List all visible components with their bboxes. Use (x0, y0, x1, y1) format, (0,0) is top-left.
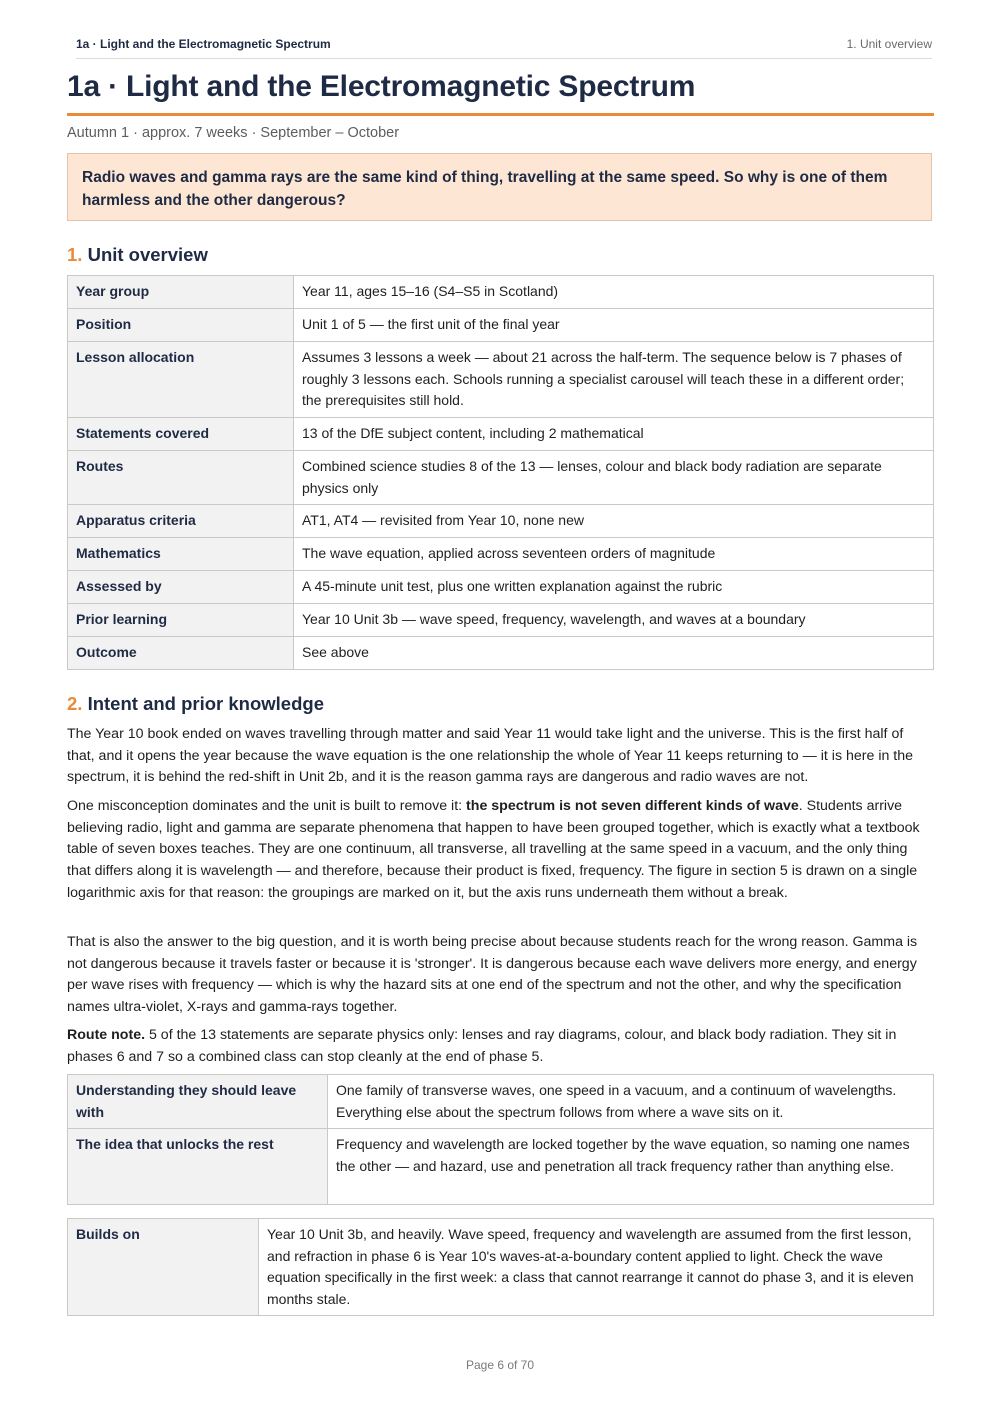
row-key: Builds on (68, 1219, 259, 1316)
row-key: Understanding they should leave with (68, 1075, 328, 1129)
table-row (68, 1075, 934, 1129)
row-value: 13 of the DfE subject content, including 2 mathematical (294, 418, 934, 451)
row-value: Assumes 3 lessons a week — about 21 across the half-term. The sequence below is 7 phases of roughly 3 lessons each. Schools running a specialist carousel will teach these in a different order; the prerequisites still hold. (294, 342, 934, 418)
row-key: Apparatus criteria (68, 505, 294, 538)
section-heading-intent (67, 693, 324, 715)
row-value: Combined science studies 8 of the 13 — lenses, colour and black body radiation are separate physics only (294, 451, 934, 505)
row-value: Year 11, ages 15–16 (S4–S5 in Scotland) (294, 276, 934, 309)
row-value: Frequency and wavelength are locked together by the wave equation, so naming one names the other — and hazard, use and penetration all track frequency rather than anything else. (328, 1129, 934, 1205)
unit-overview-table (67, 275, 934, 670)
row-key: Outcome (68, 637, 294, 670)
table-row (68, 342, 934, 418)
table-row (68, 1129, 934, 1205)
running-header (76, 37, 932, 59)
key-ideas-table (67, 1074, 934, 1205)
row-value: A 45-minute unit test, plus one written explanation against the rubric (294, 571, 934, 604)
intent-paragraph-1: The Year 10 book ended on waves travelling through matter and said Year 11 would take light and the universe. This is the first half of that, and it opens the year because the wave equation is the one relationship the whole of Year 11 keeps returning to — it is here in the spectrum, it is behind the red-shift in Unit 2b, and it is the reason gamma rays are dangerous and radio waves are not. (67, 726, 914, 786)
page-number: Page 6 of 70 (465, 1358, 535, 1372)
row-key: Assessed by (68, 571, 294, 604)
row-key: Lesson allocation (68, 342, 294, 418)
row-value: One family of transverse waves, one speed in a vacuum, and a continuum of wavelengths. Everything else about the spectrum follows from where a wave sits on it. (328, 1075, 934, 1129)
table-row (68, 418, 934, 451)
running-header-section: 1. Unit overview (846, 37, 932, 51)
p2-emphasis: the spectrum is not seven different kinds of wave (466, 798, 799, 814)
row-key: Position (68, 309, 294, 342)
row-key: Prior learning (68, 604, 294, 637)
row-value: Year 10 Unit 3b, and heavily. Wave speed, frequency and wavelength are assumed from the first lesson, and refraction in phase 6 is Year 10's waves-at-a-boundary content applied to light. Check the wave equation specifically in the first week: a class that cannot rearrange it cannot do phase 3, and it is eleven months stale. (259, 1219, 934, 1316)
section-title: Intent and prior knowledge (87, 693, 324, 714)
row-key: Year group (68, 276, 294, 309)
table-row (68, 604, 934, 637)
route-note-text: 5 of the 13 statements are separate physics only: lenses and ray diagrams, colour, and black body radiation. They sit in phases 6 and 7 so a combined class can stop cleanly at the end of phase 5. (67, 1027, 897, 1065)
row-value: See above (294, 637, 934, 670)
builds-on-table (67, 1218, 934, 1316)
table-row (68, 505, 934, 538)
route-note-label: Route note. (67, 1027, 146, 1043)
section-number: 1. (67, 244, 83, 265)
table-row (68, 538, 934, 571)
intent-paragraph-3: That is also the answer to the big question, and it is worth being precise about because students reach for the wrong reason. Gamma is not dangerous because it travels faster or because it is 'stronger'. It is dangerous because each wave delivers more energy, and energy per wave rises with frequency — which is why the hazard sits at one end of the spectrum and not the other, and why the specification names ultra-violet, X-rays and gamma-rays together. (67, 934, 918, 1016)
table-row (68, 451, 934, 505)
row-value: The wave equation, applied across seventeen orders of magnitude (294, 538, 934, 571)
table-row (68, 309, 934, 342)
row-key: Statements covered (68, 418, 294, 451)
section-heading-unit-overview (67, 244, 208, 266)
table-row (68, 276, 934, 309)
running-header-title: 1a · Light and the Electromagnetic Spectrum (76, 37, 331, 51)
row-key: Routes (68, 451, 294, 505)
table-row (68, 571, 934, 604)
table-row (68, 1219, 934, 1316)
section-number: 2. (67, 693, 83, 714)
section-title: Unit overview (87, 244, 208, 265)
row-key: Mathematics (68, 538, 294, 571)
row-value: AT1, AT4 — revisited from Year 10, none new (294, 505, 934, 538)
row-key: The idea that unlocks the rest (68, 1129, 328, 1205)
table-row (68, 637, 934, 670)
p2-end: . Students arrive believing radio, light and gamma are separate phenomena that happen to have been grouped together, which is exactly what a textbook table of seven boxes teaches. They are one continuum, all transverse, all travelling at the same speed in a vacuum, and the only thing that differs along it is wavelength — and therefore, because their product is fixed, frequency. The figure in section 5 is drawn on a single logarithmic axis for that reason: the groupings are marked on it, but the axis runs underneath them without a break. (67, 798, 920, 901)
row-value: Year 10 Unit 3b — wave speed, frequency, wavelength, and waves at a boundary (294, 604, 934, 637)
unit-meta: Autumn 1 · approx. 7 weeks · September – October (67, 125, 400, 141)
big-question-callout: Radio waves and gamma rays are the same kind of thing, travelling at the same speed. So why is one of them harmless and the other dangerous? (67, 153, 932, 221)
p2-start: One misconception dominates and the unit is built to remove it: (67, 798, 467, 814)
row-value: Unit 1 of 5 — the first unit of the final year (294, 309, 934, 342)
page-title: 1a · Light and the Electromagnetic Spectrum (67, 70, 934, 116)
intent-paragraph-2 (67, 796, 934, 905)
route-note (67, 1025, 934, 1068)
